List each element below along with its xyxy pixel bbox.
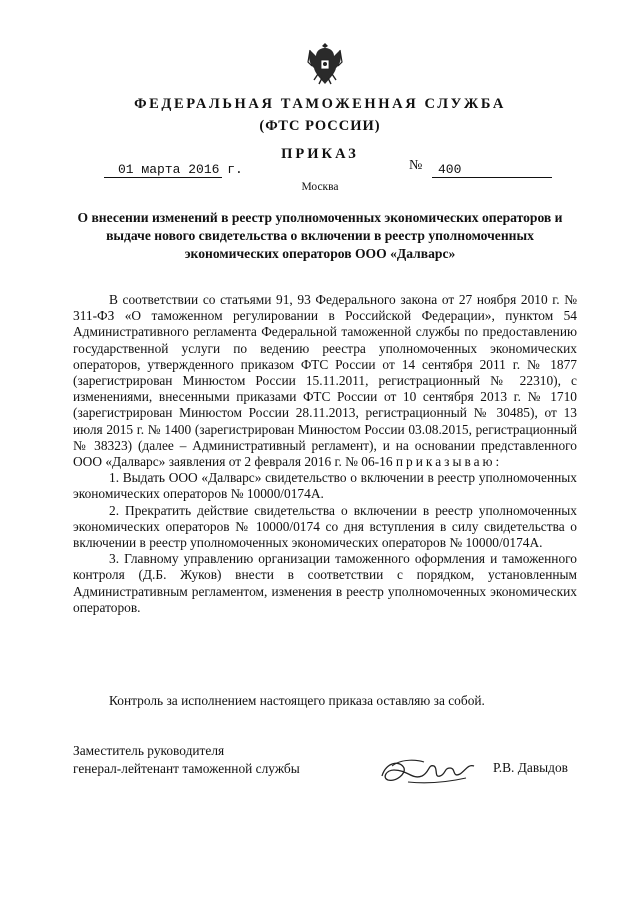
- signer-position-line: Заместитель руководителя: [73, 743, 225, 758]
- coat-of-arms-icon: [306, 40, 344, 86]
- order-number: [432, 160, 552, 178]
- signer-name: Р.В. Давыдов: [493, 760, 568, 775]
- order-number-label: №: [409, 158, 423, 173]
- order-item: 2. Прекратить действие свидетельства о включении в реестр уполномоченных экономических операторов № 10000/0174 со дня вступления в силу свидетельства о включении в реестр уполномоченных экономических операторов № 10000/0174А.: [73, 502, 577, 551]
- order-date: [104, 160, 243, 178]
- signer-position-line: генерал-лейтенант таможенной службы: [73, 761, 300, 776]
- control-clause: Контроль за исполнением настоящего приказа оставляю за собой.: [109, 693, 485, 708]
- agency-name: ФЕДЕРАЛЬНАЯ ТАМОЖЕННАЯ СЛУЖБА: [134, 96, 506, 112]
- order-item: 3. Главному управлению организации таможенного оформления и таможенного контроля (Д.Б. Жуков) внести в соответствии с порядком, установленным Административным регламентом, изменения в реестр уполномоченных экономических операторов.: [73, 551, 577, 615]
- document-type: ПРИКАЗ: [281, 146, 359, 162]
- order-item: 1. Выдать ООО «Далварс» свидетельство о включении в реестр уполномоченных экономических операторов № 10000/0174А.: [73, 470, 577, 502]
- order-city: Москва: [301, 181, 339, 193]
- order-subject: О внесении изменений в реестр уполномоченных экономических операторов и выдаче нового свидетельства о включении в реестр уполномоченных экономических операторов ООО «Далварс»: [77, 210, 563, 261]
- order-word: приказываю:: [395, 454, 503, 470]
- preamble-paragraph: [73, 292, 577, 470]
- order-date-value: 01 марта 2016 г.: [118, 162, 243, 177]
- order-body: [73, 292, 577, 616]
- order-number-value: 400: [438, 162, 462, 177]
- handwritten-signature: [378, 754, 490, 788]
- preamble-text: В соответствии со статьями 91, 93 Федерального закона от 27 ноября 2010 г. № 311-ФЗ «О таможенном регулировании в Российской Федерации», пунктом 54 Административного регламента Федеральной таможенной службы по предоставлению государственной услуги по ведению реестра уполномоченных экономических операторов, утвержденного приказом ФТС России от 14 сентября 2011 г. № 1877 (зарегистрирован Минюстом России 15.11.2011, регистрационный № 22310), с изменениями, внесенными приказами ФТС России от 10 сентября 2013 г. № 1710 (зарегистрирован Минюстом России 28.11.2013, регистрационный № 30485), от 13 июля 2015 г. № 1400 (зарегистрирован Минюстом России 03.08.2015, регистрационный № 38323) (далее – Административный регламент), и на основании представленного ООО «Далварс» заявления от 2 февраля 2016 г. № 06-16: [73, 292, 577, 470]
- signer-position: [73, 742, 300, 778]
- agency-short-name: (ФТС РОССИИ): [259, 118, 381, 134]
